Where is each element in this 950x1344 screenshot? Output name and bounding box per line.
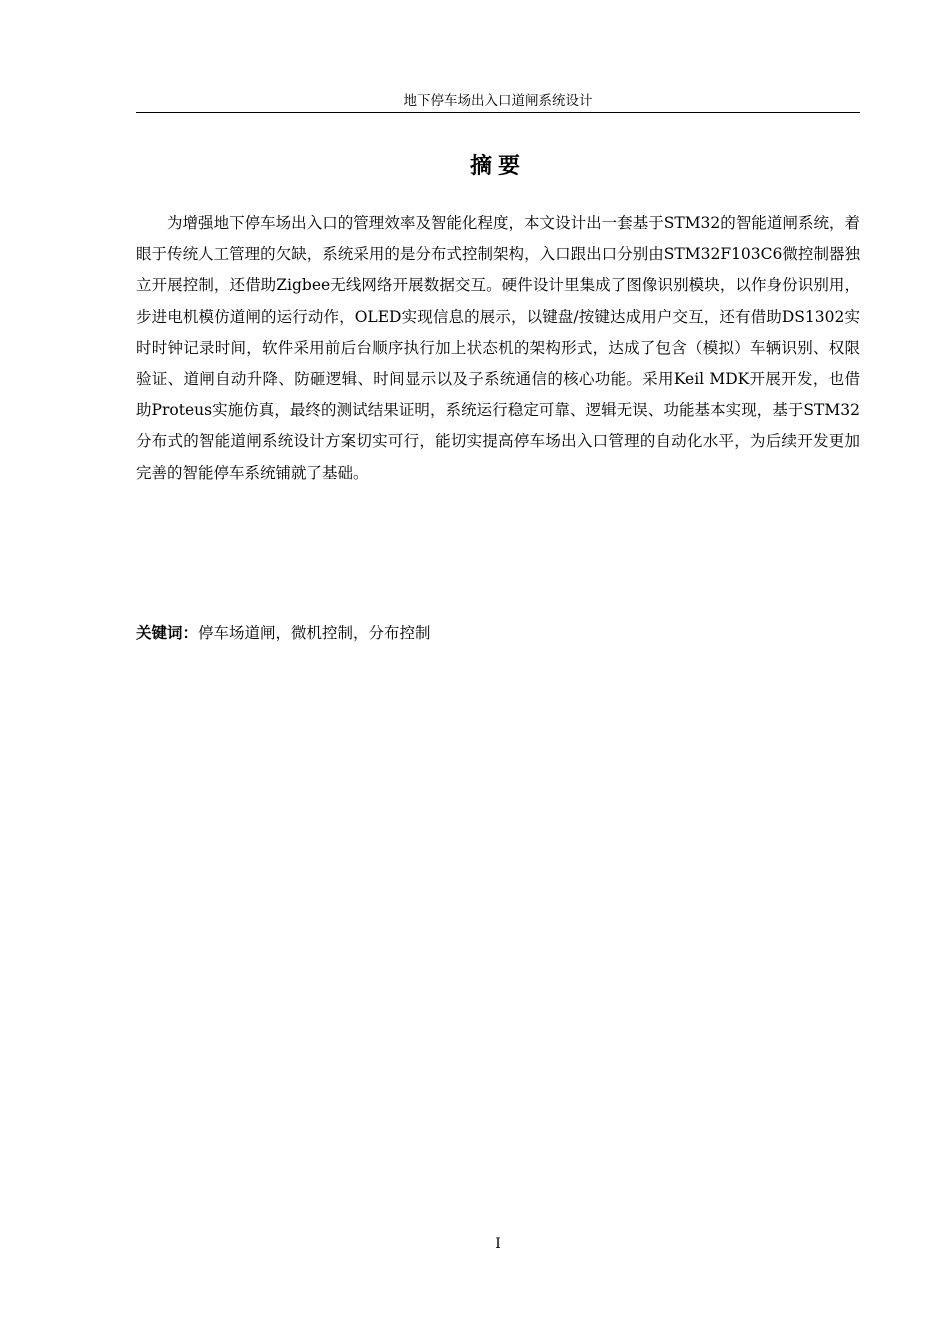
page-header (136, 90, 860, 113)
abstract-title: 摘要 (469, 154, 526, 179)
page-number: I (495, 1236, 501, 1252)
header-title: 地下停车场出入口道闸系统设计 (403, 93, 593, 109)
keywords-label: 关键词： (136, 624, 199, 642)
abstract-paragraph: 为增强地下停车场出入口的管理效率及智能化程度，本文设计出一套基于STM32的智能道闸系统，着眼于传统人工管理的欠缺，系统采用的是分布式控制架构，入口跟出口分别由STM32F103C6微控制器独立开展控制，还借助Zigbee无线网络开展数据交互。硬件设计里集成了图像识别模块，以作身份识别用，步进电机模仿道闸的运行动作，OLED实现信息的展示，以键盘/按键达成用户交互，还有借助DS1302实时时钟记录时间，软件采用前后台顺序执行加上状态机的架构形式，达成了包含（模拟）车辆识别、权限验证、道闸自动升降、防砸逻辑、时间显示以及子系统通信的核心功能。采用Keil MDK开展开发，也借助Proteus实施仿真，最终的测试结果证明，系统运行稳定可靠、逻辑无误、功能基本实现，基于STM32分布式的智能道闸系统设计方案切实可行，能切实提高停车场出入口管理的自动化水平，为后续开发更加完善的智能停车系统铺就了基础。 (136, 214, 860, 482)
keywords-line (136, 619, 860, 647)
keywords-text: 停车场道闸，微机控制，分布控制 (198, 624, 431, 642)
